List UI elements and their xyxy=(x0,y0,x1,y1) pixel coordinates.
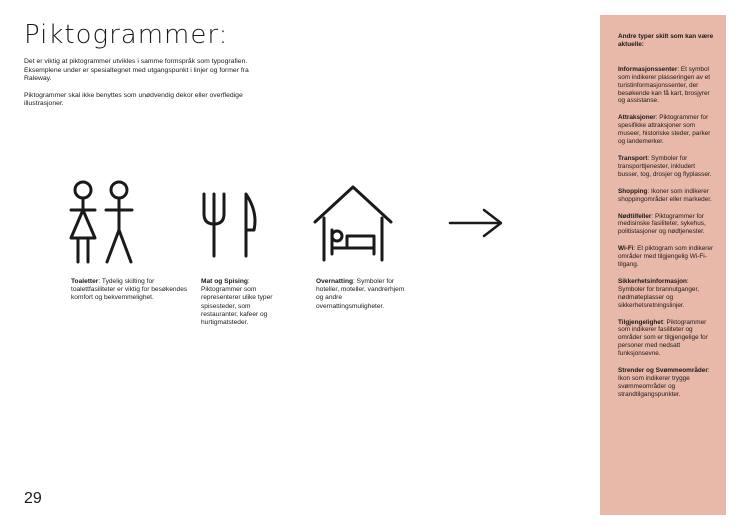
intro-paragraph: Piktogrammer skal ikke benyttes som unødvendig dekor eller overfledige illustrasjoner. xyxy=(24,91,243,108)
arrow-right-icon xyxy=(448,207,504,244)
sidebar-item-transport xyxy=(618,155,716,179)
sidebar-text: : Piktogrammer for medisinske fasiliteter, sykehus, politistasjoner og nødtjenester. xyxy=(618,212,706,236)
sidebar-text: : Ikon som indikerer trygge svømmeområder og strandtilgangspunkter. xyxy=(618,367,710,398)
caption-food xyxy=(201,278,281,327)
caption-term: Mat og Spising xyxy=(201,278,248,285)
sidebar-item-information xyxy=(618,66,716,106)
sidebar-heading: Andre typer skilt som kan være aktuelle: xyxy=(618,33,714,48)
sidebar-term: Sikkerhetsinformasjon xyxy=(618,277,687,285)
fork-knife-icon xyxy=(198,190,262,265)
sidebar-term: Nødtilfeller xyxy=(618,212,652,220)
sidebar-item-shopping xyxy=(618,188,716,204)
caption-toilets xyxy=(71,278,189,303)
sidebar-text: : Et piktogram som indikerer områder med tilgjengelig Wi-Fi-tilgang. xyxy=(618,245,714,269)
sidebar-text: : Piktogrammer for spesifikke attraksjoner som museer, historiske steder, parker og landemerker. xyxy=(618,114,711,146)
sidebar-item-accessibility xyxy=(618,319,716,359)
sidebar-term: Tilgjengelighet xyxy=(618,318,663,326)
intro-text xyxy=(24,58,264,117)
lodging-icon xyxy=(312,184,394,269)
sidebar-text: : Symboler for transporttjenester, inkludert busser, tog, drosjer og flyplasser. xyxy=(618,154,712,178)
sidebar-panel xyxy=(600,15,726,515)
page-title: Piktogrammer: xyxy=(24,20,229,50)
sidebar-text: : Ikoner som indikerer shoppingområder eller markeder. xyxy=(618,187,712,203)
toilet-icon xyxy=(66,178,140,273)
intro-paragraph: Det er viktig at piktogrammer utvikles i samme formspråk som typografien. Eksemplene under er spesialtegnet med utgangspunkt i linjer og former fra Raleway. xyxy=(24,58,249,83)
sidebar-item-attractions xyxy=(618,114,716,146)
caption-text: : Piktogrammer som representerer ulike typer spisesteder, som restauranter, kafeer og hurtigmatsteder. xyxy=(201,278,273,327)
caption-text: : Symboler for hoteller, moteller, vandrerhjem og andre overnattingsmuligheter. xyxy=(316,278,405,310)
caption-lodging xyxy=(316,278,412,311)
sidebar-item-beaches xyxy=(618,367,716,399)
caption-term: Toaletter xyxy=(71,278,99,285)
caption-term: Overnatting xyxy=(316,278,354,285)
sidebar-term: Attraksjoner xyxy=(618,114,656,122)
sidebar-item-safety xyxy=(618,278,716,310)
sidebar-term: Transport xyxy=(618,154,648,162)
sidebar-text: : Piktogrammer som indikerer fasiliteter og områder som er tilgjengelige for personer med nedsatt funksjonsevne. xyxy=(618,318,708,358)
page-number: 29 xyxy=(24,490,42,507)
sidebar-item-wifi xyxy=(618,245,716,269)
sidebar-text: : Et symbol som indikerer plasseringen av et turistinformasjonssenter, der besøkende kan få kart, brosjyrer og assistanse. xyxy=(618,65,710,105)
sidebar-item-emergency xyxy=(618,213,716,237)
sidebar-term: Shopping xyxy=(618,187,648,195)
sidebar-term: Informasjonssenter xyxy=(618,65,678,73)
caption-text: : Tydelig skilting for toalettfasiliteter er viktig for besøkendes komfort og bekvemmelighet. xyxy=(71,278,188,302)
sidebar-term: Wi-Fi xyxy=(618,245,634,253)
sidebar-term: Strender og Svømmeområder xyxy=(618,367,708,375)
sidebar-text: : Symboler for brannutganger, nødmøteplasser og sikkerhetsretningslinjer. xyxy=(618,277,699,309)
